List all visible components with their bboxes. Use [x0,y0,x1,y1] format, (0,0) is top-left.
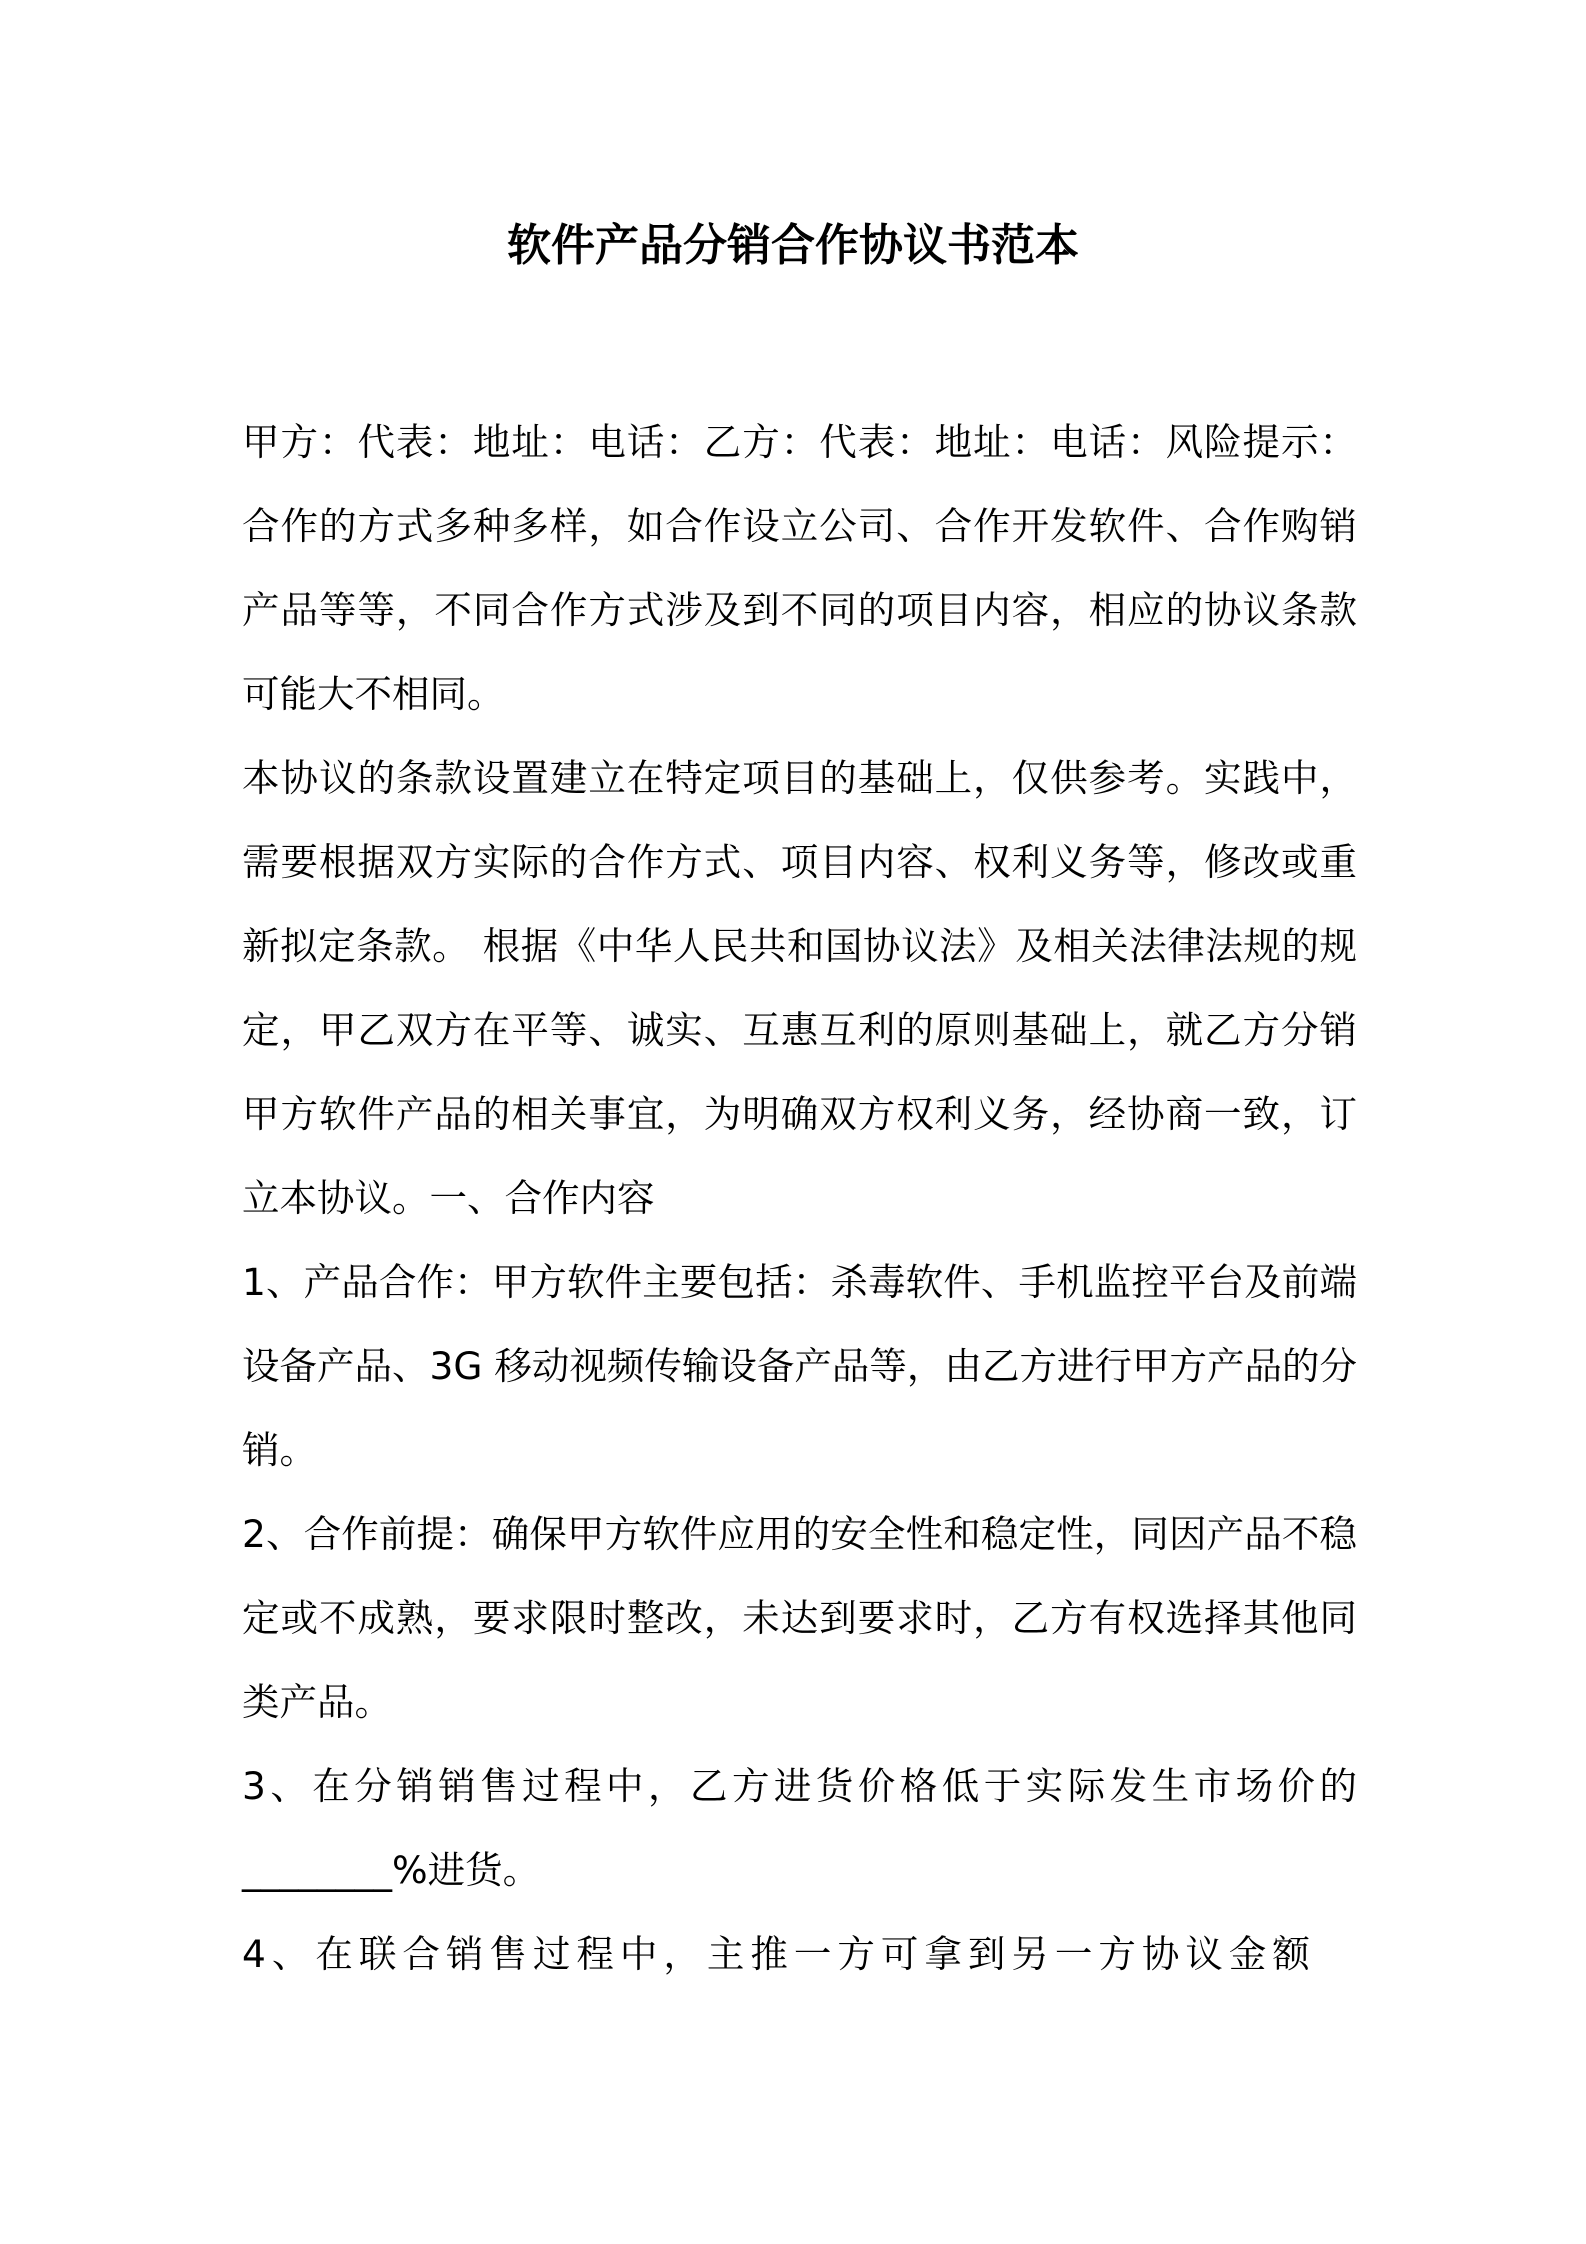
clause-2-cooperation-premise: 2、合作前提：确保甲方软件应用的安全性和稳定性，同因产品不稳定或不成熟，要求限时整改，未达到要求时，乙方有权选择其他同类产品。 [242,1512,1357,1724]
document-title: 软件产品分销合作协议书范本 [507,220,1079,271]
paragraph-parties-and-risk-notice: 甲方：代表：地址：电话：乙方：代表：地址：电话：风险提示：合作的方式多种多样，如合作设立公司、合作开发软件、合作购销产品等等，不同合作方式涉及到不同的项目内容，相应的协议条款可能大不相同。 [242,420,1357,716]
document-body [242,400,1357,1996]
clause-3-distribution-price: 3、在分销销售过程中，乙方进货价格低于实际发生市场价的________%进货。 [242,1764,1357,1892]
paragraph-agreement-basis: 本协议的条款设置建立在特定项目的基础上，仅供参考。实践中，需要根据双方实际的合作方式、项目内容、权利义务等，修改或重新拟定条款。 根据《中华人民共和国协议法》及相关法律法规的规定，甲乙双方在平等、诚实、互惠互利的原则基础上，就乙方分销甲方软件产品的相关事宜，为明确双方权利义务，经协商一致，订立本协议。一、合作内容 [242,756,1357,1220]
clause-1-product-cooperation: 1、产品合作：甲方软件主要包括：杀毒软件、手机监控平台及前端设备产品、3G 移动视频传输设备产品等，由乙方进行甲方产品的分销。 [242,1260,1357,1472]
clause-4-joint-sales: 4、在联合销售过程中，主推一方可拿到另一方协议金额 [242,1932,1316,1976]
